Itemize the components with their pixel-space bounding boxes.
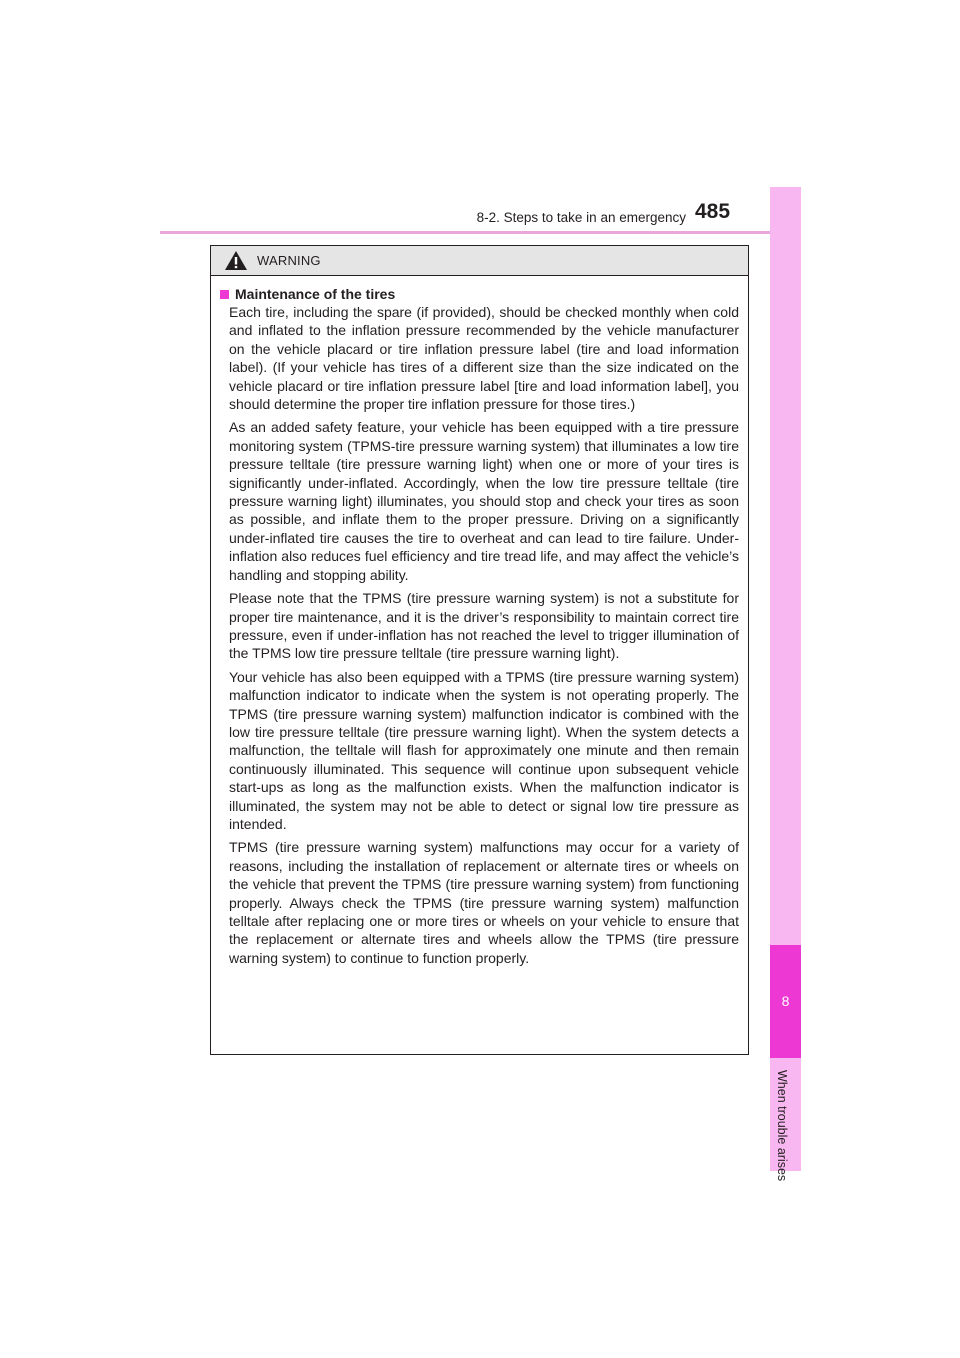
warning-content	[211, 276, 748, 967]
item-heading	[219, 285, 739, 303]
warning-triangle-icon	[224, 250, 248, 272]
item-heading-text: Maintenance of the tires	[235, 286, 396, 302]
warning-header	[211, 246, 748, 276]
section-title: 8-2. Steps to take in an emergency	[476, 210, 686, 225]
paragraph: Each tire, including the spare (if provided), should be checked monthly when cold and inflated to the inflation pressure recommended by the vehicle manufacturer on the vehicle placard or tire inflation pressure label (tire and load information label). (If your vehicle has tires of a different size than the size indicated on the vehicle placard or tire inflation pressure label [tire and load information label], you should determine the proper tire inflation pressure for those tires.)	[229, 304, 739, 413]
header-divider	[160, 231, 800, 234]
page-number: 485	[695, 200, 731, 223]
paragraph: As an added safety feature, your vehicle has been equipped with a tire pressure monitoring system (TPMS-tire pressure warning system) that illuminates a low tire pressure telltale (tire pressure warning light) when one or more of your tires is significantly under-inflated. Accordingly, when the low tire pressure telltale (tire pressure warning light) illuminates, you should stop and check your tires as soon as possible, and inflate them to the proper pressure. Driving on a significantly under-inflated tire causes the tire to overheat and can lead to tire failure. Under-inflation also reduces fuel efficiency and tire tread life, and may affect the vehicle’s handling and stopping ability.	[229, 419, 739, 583]
paragraph: TPMS (tire pressure warning system) malfunctions may occur for a variety of reasons, including the installation of replacement or alternate tires or wheels on the vehicle that prevent the TPMS (tire pressure warning system) from functioning properly. Always check the TPMS (tire pressure warning system) malfunction telltale after replacing one or more tires or wheels on your vehicle to ensure that the replacement or alternate tires and wheels allow the TPMS (tire pressure warning system) to continue to function properly.	[229, 839, 739, 966]
paragraph: Your vehicle has also been equipped with a TPMS (tire pressure warning system) malfunction indicator to indicate when the system is not operating properly. The TPMS (tire pressure warning system) malfunction indicator is combined with the low tire pressure telltale (tire pressure warning light). When the system detects a malfunction, the telltale will flash for approximately one minute and then remain continuously illuminated. This sequence will continue upon subsequent vehicle start-ups as long as the malfunction exists. When the malfunction indicator is illuminated, the system may not be able to detect or signal low tire pressure as intended.	[229, 668, 739, 832]
warning-box	[210, 245, 749, 1055]
chapter-number: 8	[781, 993, 790, 1009]
square-bullet-icon	[220, 290, 229, 299]
chapter-title: When trouble arises	[775, 1070, 789, 1182]
paragraph: Please note that the TPMS (tire pressure warning system) is not a substitute for proper tire maintenance, and it is the driver’s responsibility to maintain correct tire pressure, even if under-inflation has not reached the level to trigger illumination of the TPMS low tire pressure telltale (tire pressure warning light).	[229, 590, 739, 662]
warning-title: WARNING	[257, 253, 321, 268]
